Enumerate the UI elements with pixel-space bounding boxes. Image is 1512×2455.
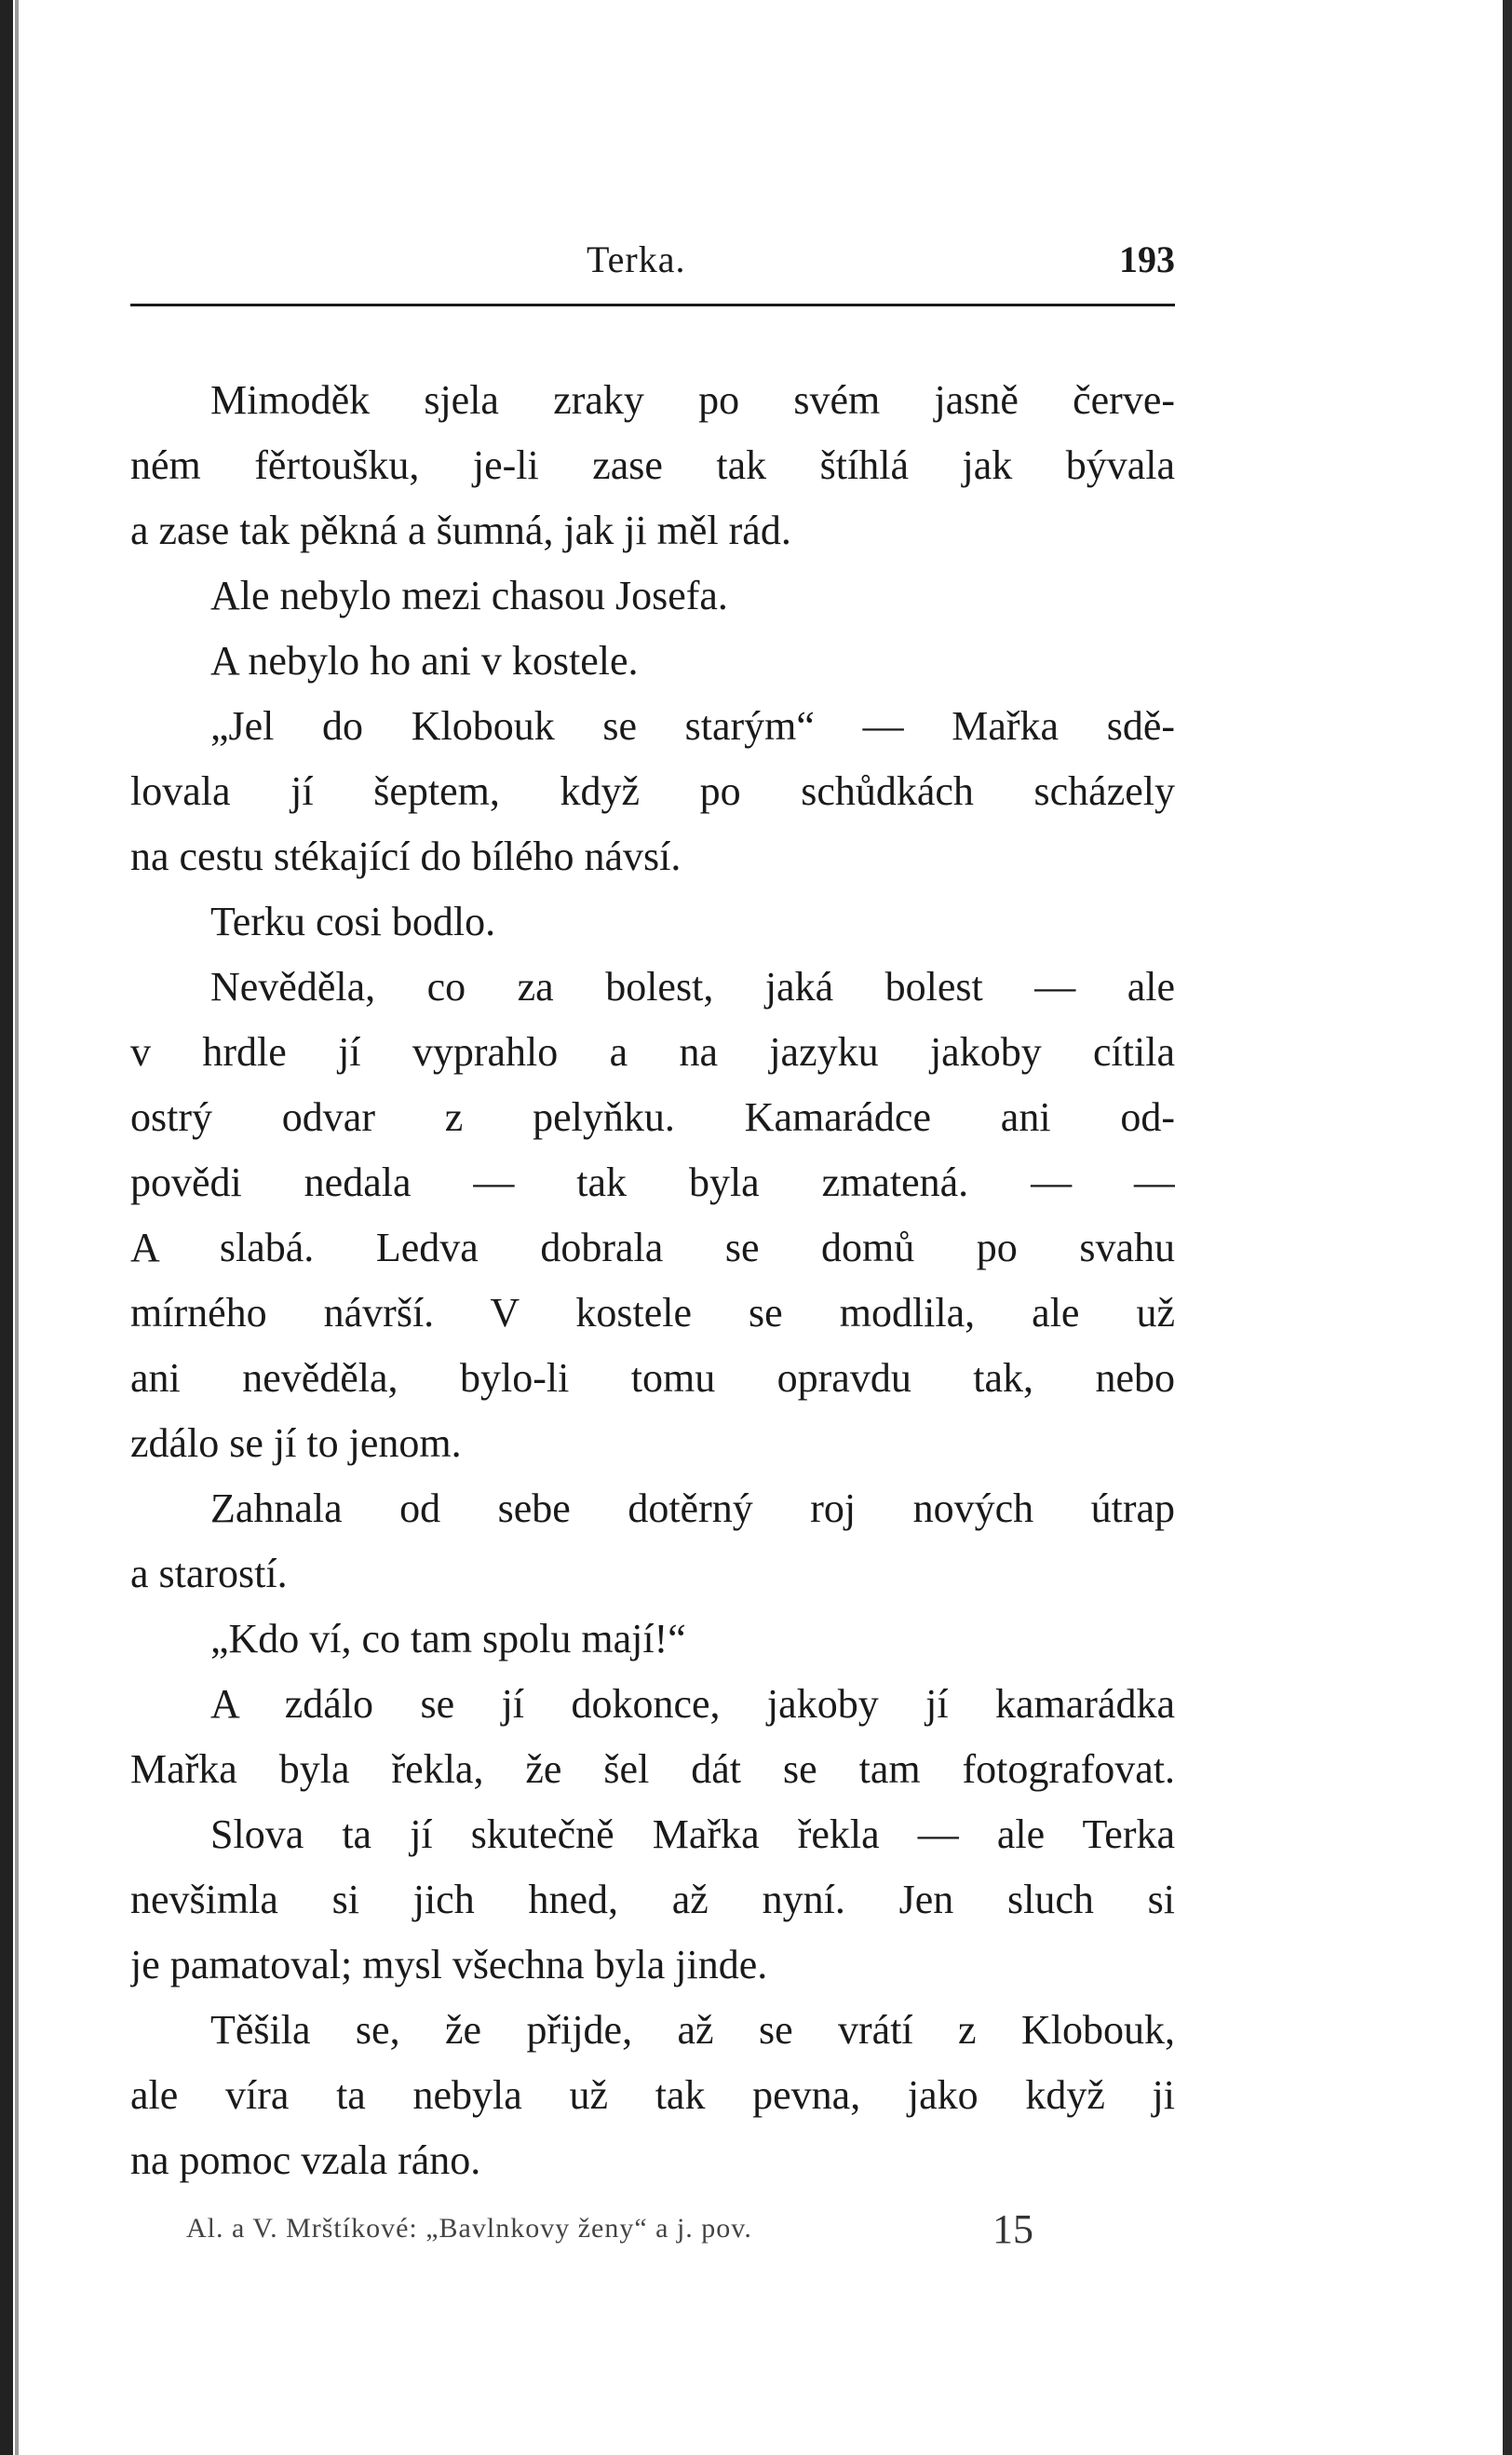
text-line: „Kdo ví, co tam spolu mají!“ — [210, 1616, 686, 1662]
sheet-number: 15 — [992, 2206, 1033, 2252]
page-edge-shadow — [1503, 0, 1512, 2455]
body-text — [130, 368, 1175, 2193]
text-line: a zase tak pěkná a šumná, jak ji měl rád. — [130, 508, 791, 553]
text-line: A zdálo se jí dokonce, jakoby jí kamarádka — [210, 1681, 1175, 1727]
text-line: „Jel do Klobouk se starým“ — Mařka sdě- — [210, 703, 1175, 749]
text-line: v hrdle jí vyprahlo a na jazyku jakoby cítila — [130, 1029, 1175, 1075]
page-footer — [186, 2205, 1117, 2261]
text-line: Zahnala od sebe dotěrný roj nových útrap — [210, 1485, 1175, 1531]
text-line: A slabá. Ledva dobrala se domů po svahu — [130, 1225, 1175, 1270]
text-line: zdálo se jí to jenom. — [130, 1420, 462, 1466]
text-line: povědi nedala — tak byla zmatená. — — — [130, 1160, 1175, 1205]
text-line: na pomoc vzala ráno. — [130, 2137, 481, 2183]
book-spine-shadow — [0, 0, 13, 2455]
running-header — [130, 237, 1175, 293]
page-number: 193 — [1119, 238, 1175, 280]
text-line: ale víra ta nebyla už tak pevna, jako když ji — [130, 2072, 1175, 2118]
text-line: ném fěrtoušku, je-li zase tak štíhlá jak bývala — [130, 442, 1175, 488]
text-line: ani nevěděla, bylo-li tomu opravdu tak, nebo — [130, 1355, 1175, 1401]
text-line: mírného návrší. V kostele se modlila, ale už — [130, 1290, 1175, 1336]
text-line: Ale nebylo mezi chasou Josefa. — [210, 573, 728, 618]
book-gutter-line — [15, 0, 19, 2455]
printer-signature: Al. a V. Mrštíkové: „Bavlnkovy ženy“ a j. pov. — [186, 2213, 752, 2244]
text-line: nevšimla si jich hned, až nyní. Jen sluch si — [130, 1877, 1175, 1922]
text-line: Terku cosi bodlo. — [210, 899, 496, 944]
text-line: Nevěděla, co za bolest, jaká bolest — ale — [210, 964, 1175, 1010]
text-line: je pamatoval; mysl všechna byla jinde. — [130, 1942, 768, 1987]
header-rule — [130, 304, 1175, 306]
text-line: Mimoděk sjela zraky po svém jasně červe- — [210, 377, 1175, 423]
text-line: Mařka byla řekla, že šel dát se tam fotografovat. — [130, 1746, 1175, 1792]
text-line: a starostí. — [130, 1551, 288, 1596]
text-line: na cestu stékající do bílého návsí. — [130, 834, 682, 879]
text-line: Těšila se, že přijde, až se vrátí z Klobouk, — [210, 2007, 1175, 2053]
text-line: lovala jí šeptem, když po schůdkách scházely — [130, 768, 1175, 814]
text-line: A nebylo ho ani v kostele. — [210, 638, 639, 684]
text-line: ostrý odvar z pelyňku. Kamarádce ani od- — [130, 1094, 1175, 1140]
running-title: Terka. — [587, 238, 686, 280]
text-line: Slova ta jí skutečně Mařka řekla — ale Terka — [210, 1811, 1175, 1857]
